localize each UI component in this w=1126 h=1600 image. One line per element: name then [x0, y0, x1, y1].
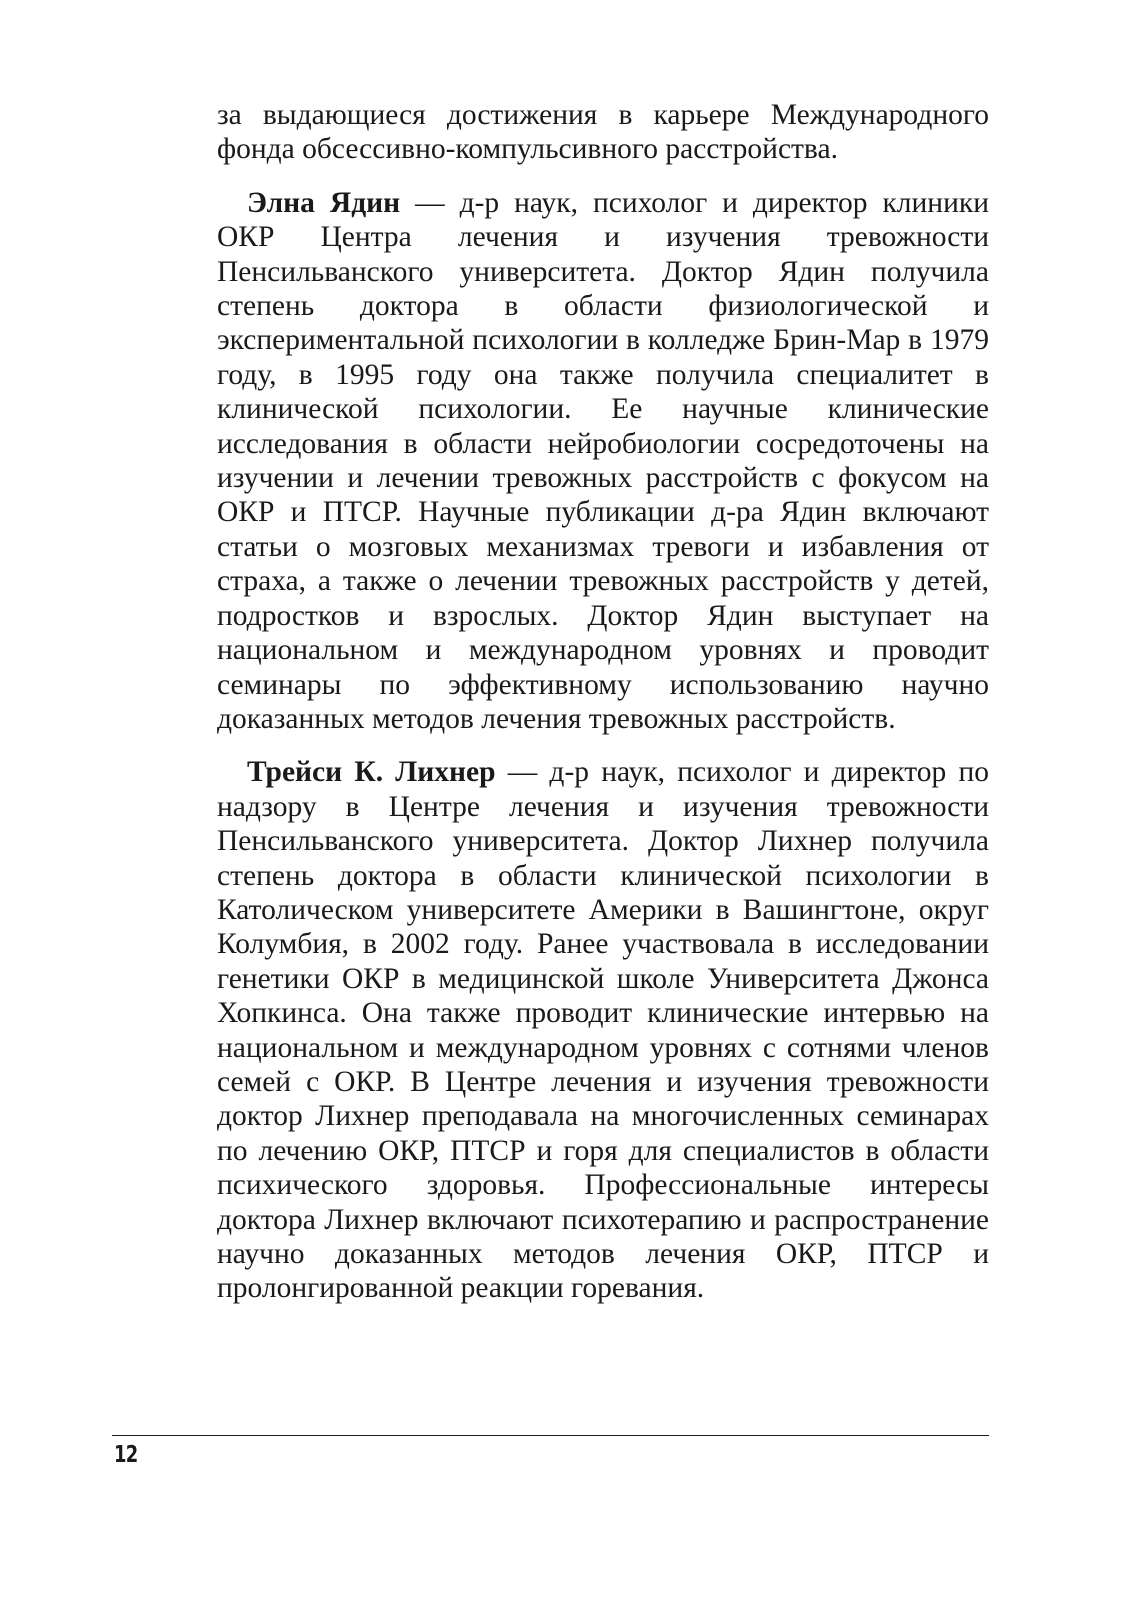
- bio-paragraph-lichner: [217, 755, 989, 1306]
- bio-name: Элна Ядин: [247, 186, 401, 219]
- bio-paragraph-yadin: [217, 186, 989, 737]
- bio-text: — д-р наук, психолог и директор клиники ОКР Центра лечения и изучения тревожности Пенсильванского университета. Доктор Ядин получила степень доктора в области физиологической и экспериментальной психологии в колледже Брин-Мар в 1979 году, в 1995 году она также получила специалитет в клинической психологии. Ее научные клинические исследования в области нейробиологии сосредоточены на изучении и лечении тревожных расстройств с фокусом на ОКР и ПТСР. Научные публикации д-ра Ядин включают статьи о мозговых механизмах тревоги и избавления от страха, а также о лечении тревожных расстройств у детей, подростков и взрослых. Доктор Ядин выступает на национальном и международном уровнях и проводит семинары по эффективному использованию научно доказанных методов лечения тревожных расстройств.: [217, 186, 990, 735]
- page-number: 12: [114, 1442, 138, 1468]
- continuation-paragraph: за выдающиеся достижения в карьере Международного фонда обсессивно-компульсивного расстройства.: [217, 99, 989, 166]
- bio-text: — д-р наук, психолог и директор по надзору в Центре лечения и изучения тревожности Пенсильванского университета. Доктор Лихнер получила степень доктора в области клинической психологии в Католическом университете Америки в Вашингтоне, округ Колумбия, в 2002 году. Ранее участвовала в исследовании генетики ОКР в медицинской школе Университета Джонса Хопкинса. Она также проводит клинические интервью на национальном и международном уровнях с сотнями членов семей с ОКР. В Центре лечения и изучения тревожности доктор Лихнер преподавала на многочисленных семинарах по лечению ОКР, ПТСР и горя для специалистов в области психического здоровья. Профессиональные интересы доктора Лихнер включают психотерапию и распространение научно доказанных методов лечения ОКР, ПТСР и пролонгированной реакции горевания.: [217, 756, 989, 1305]
- body-text: [217, 98, 989, 1306]
- footer-divider: [112, 1435, 989, 1436]
- bio-name: Трейси К. Лихнер: [247, 756, 496, 789]
